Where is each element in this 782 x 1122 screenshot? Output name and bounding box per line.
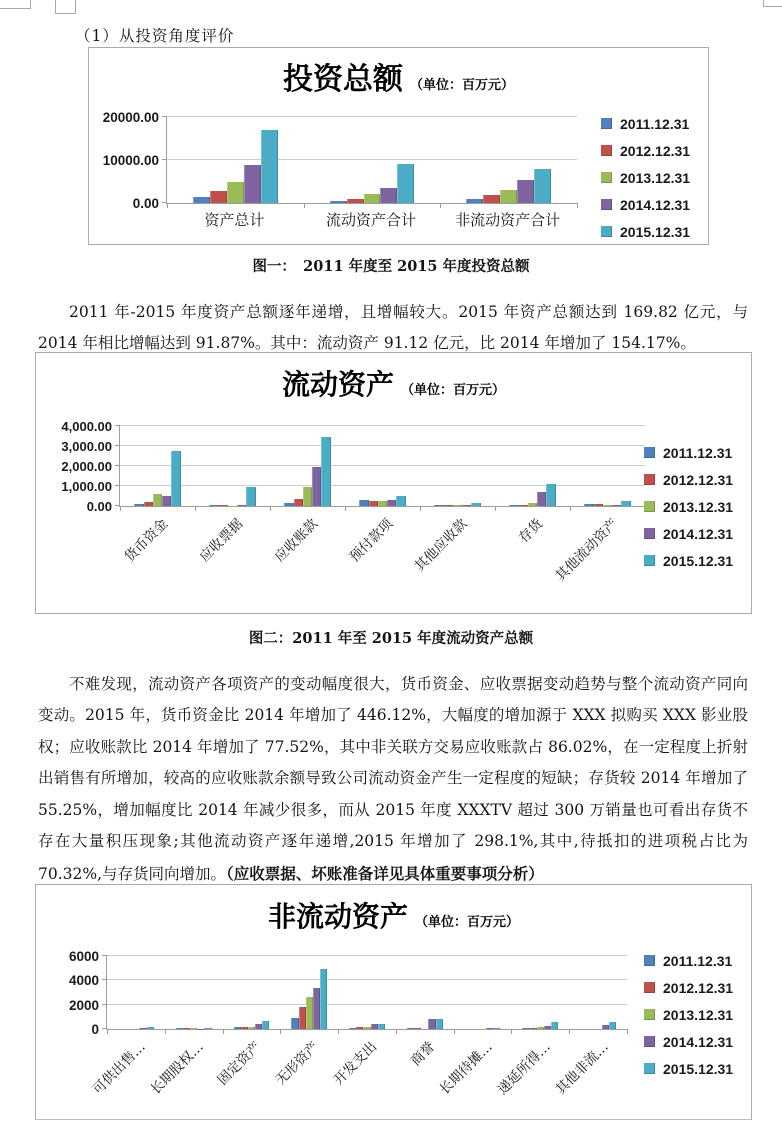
x-axis-labels bbox=[89, 1032, 626, 1117]
chart-unit-label: （单位：百万元） bbox=[401, 383, 506, 398]
plot-area bbox=[166, 117, 577, 204]
bar-2012.12.31 bbox=[210, 191, 227, 203]
y-axis-tick-label: 0 bbox=[91, 1022, 99, 1037]
bar-2013.12.31 bbox=[453, 505, 462, 506]
y-axis-tick-label: 0.00 bbox=[86, 499, 112, 514]
bar-2014.12.31 bbox=[162, 496, 171, 506]
legend-label: 2012.12.31 bbox=[663, 979, 734, 996]
chart-legend bbox=[601, 110, 690, 245]
bar-2014.12.31 bbox=[517, 180, 534, 203]
legend-swatch bbox=[644, 1009, 655, 1020]
x-axis-category-label: 非流动资产合计 bbox=[455, 211, 561, 229]
bar-2013.12.31 bbox=[248, 1027, 255, 1029]
bar-2011.12.31 bbox=[584, 504, 593, 506]
x-axis-category-label: 流动资产合计 bbox=[326, 211, 417, 229]
bar-group bbox=[270, 426, 345, 506]
bar-group bbox=[420, 426, 495, 506]
y-axis-tick-label: 1,000.00 bbox=[61, 479, 112, 494]
bar-2012.12.31 bbox=[347, 199, 364, 203]
x-axis-category-label: 固定资产 bbox=[215, 1038, 265, 1089]
bar-2013.12.31 bbox=[363, 1027, 370, 1029]
bar-2011.12.31 bbox=[522, 1028, 529, 1029]
bar-2014.12.31 bbox=[313, 988, 320, 1029]
bar-groups bbox=[167, 117, 577, 203]
bar-2011.12.31 bbox=[193, 197, 210, 203]
y-axis-tick-label: 2000 bbox=[68, 997, 99, 1013]
legend-item bbox=[644, 1001, 733, 1028]
chart-current-assets bbox=[35, 352, 752, 614]
x-axis-tick bbox=[304, 203, 305, 208]
bar-group bbox=[120, 426, 195, 506]
bar-2012.12.31 bbox=[219, 505, 228, 506]
page-corner-mark bbox=[0, 0, 31, 9]
legend-label: 2014.12.31 bbox=[620, 196, 691, 213]
x-axis-category-label: 应收票据 bbox=[196, 515, 246, 566]
legend-swatch bbox=[601, 226, 612, 237]
legend-item bbox=[644, 1055, 733, 1082]
chart-title bbox=[36, 363, 751, 403]
legend-item bbox=[644, 493, 733, 520]
plot-area bbox=[119, 426, 645, 507]
bar-2011.12.31 bbox=[407, 1028, 414, 1029]
legend-swatch bbox=[644, 528, 655, 539]
bar-group bbox=[107, 956, 165, 1029]
chart-title-text: 投资总额 bbox=[282, 62, 403, 97]
chart-legend bbox=[644, 947, 733, 1082]
legend-label: 2013.12.31 bbox=[663, 1006, 734, 1023]
bar-2013.12.31 bbox=[227, 182, 244, 204]
y-axis-tick-label: 4,000.00 bbox=[61, 419, 112, 434]
y-axis-tick-label: 2,000.00 bbox=[61, 459, 112, 474]
legend-label: 2015.12.31 bbox=[663, 552, 734, 569]
bar-groups bbox=[120, 426, 645, 506]
bar-2011.12.31 bbox=[291, 1018, 298, 1029]
bar-2011.12.31 bbox=[234, 1027, 241, 1029]
bar-2012.12.31 bbox=[294, 499, 303, 506]
chart-legend bbox=[644, 439, 733, 574]
legend-swatch bbox=[601, 199, 612, 210]
bar-2014.12.31 bbox=[387, 500, 396, 506]
bar-group bbox=[280, 956, 338, 1029]
legend-label: 2015.12.31 bbox=[620, 223, 691, 240]
bar-2014.12.31 bbox=[486, 1028, 493, 1029]
x-axis-category-label: 无形资产 bbox=[272, 1038, 323, 1089]
bar-2014.12.31 bbox=[602, 1025, 609, 1029]
bar-2013.12.31 bbox=[364, 194, 381, 203]
bar-2012.12.31 bbox=[530, 1028, 537, 1029]
legend-label: 2011.12.31 bbox=[663, 952, 733, 969]
bar-group bbox=[440, 117, 577, 203]
legend-item bbox=[601, 164, 690, 191]
y-axis-labels bbox=[89, 110, 159, 211]
bar-2014.12.31 bbox=[255, 1024, 262, 1029]
legend-label: 2015.12.31 bbox=[663, 1060, 734, 1077]
bar-2012.12.31 bbox=[444, 505, 453, 506]
legend-swatch bbox=[601, 118, 612, 129]
legend-label: 2011.12.31 bbox=[663, 444, 733, 461]
bar-2012.12.31 bbox=[299, 1007, 306, 1029]
bar-group bbox=[165, 956, 223, 1029]
x-axis-labels bbox=[119, 509, 644, 609]
legend-swatch bbox=[601, 145, 612, 156]
bar-2015.12.31 bbox=[551, 1022, 558, 1029]
x-axis-tick bbox=[440, 203, 441, 208]
bar-2011.12.31 bbox=[134, 504, 143, 506]
legend-swatch bbox=[644, 447, 655, 458]
legend-item bbox=[601, 218, 690, 245]
y-axis-tick-label: 3,000.00 bbox=[61, 439, 112, 454]
bar-2015.12.31 bbox=[436, 1019, 443, 1029]
y-axis-tick-label: 0.00 bbox=[132, 196, 159, 211]
bar-group bbox=[396, 956, 454, 1029]
bar-2015.12.31 bbox=[471, 503, 480, 506]
legend-item bbox=[644, 974, 733, 1001]
bar-2015.12.31 bbox=[320, 969, 327, 1029]
bar-2012.12.31 bbox=[594, 504, 603, 506]
bar-2011.12.31 bbox=[176, 1028, 183, 1029]
chart-title bbox=[36, 895, 751, 935]
bar-groups bbox=[107, 956, 627, 1029]
bar-2011.12.31 bbox=[349, 1028, 356, 1029]
bar-2015.12.31 bbox=[246, 487, 255, 506]
legend-item bbox=[601, 137, 690, 164]
bar-2015.12.31 bbox=[204, 1028, 211, 1029]
x-axis-tick bbox=[167, 203, 168, 208]
bar-2013.12.31 bbox=[306, 997, 313, 1029]
x-axis-category-label: 存货 bbox=[515, 515, 546, 547]
bar-2011.12.31 bbox=[434, 505, 443, 506]
legend-swatch bbox=[644, 1063, 655, 1074]
x-axis-labels bbox=[166, 209, 576, 233]
bar-2011.12.31 bbox=[284, 503, 293, 506]
bar-group bbox=[345, 426, 420, 506]
page-corner-mark bbox=[55, 0, 76, 14]
legend-swatch bbox=[644, 955, 655, 966]
bar-group bbox=[223, 956, 281, 1029]
legend-label: 2011.12.31 bbox=[620, 115, 690, 132]
legend-label: 2014.12.31 bbox=[663, 525, 734, 542]
x-axis-tick bbox=[627, 1029, 628, 1034]
bar-group bbox=[495, 426, 570, 506]
legend-item bbox=[644, 466, 733, 493]
legend-label: 2014.12.31 bbox=[663, 1033, 734, 1050]
bar-2012.12.31 bbox=[356, 1027, 363, 1029]
legend-label: 2013.12.31 bbox=[663, 498, 734, 515]
y-axis-tick-label: 4000 bbox=[68, 973, 99, 989]
x-axis-category-label: 商誉 bbox=[407, 1038, 438, 1070]
x-axis-category-label: 其他应收款 bbox=[411, 515, 471, 575]
legend-swatch bbox=[644, 501, 655, 512]
chart-noncurrent-assets bbox=[35, 884, 752, 1120]
y-axis-tick-label: 10000.00 bbox=[102, 153, 159, 168]
bar-2015.12.31 bbox=[534, 169, 551, 203]
bar-2014.12.31 bbox=[244, 165, 261, 203]
bar-2015.12.31 bbox=[262, 1021, 269, 1029]
bar-2013.12.31 bbox=[228, 506, 237, 507]
legend-label: 2012.12.31 bbox=[663, 471, 734, 488]
x-axis-category-label: 递延所得… bbox=[494, 1038, 554, 1098]
legend-item bbox=[601, 110, 690, 137]
bar-group bbox=[167, 117, 304, 203]
legend-item bbox=[644, 439, 733, 466]
bar-2014.12.31 bbox=[544, 1026, 551, 1029]
bar-group bbox=[570, 426, 645, 506]
y-axis-tick-label: 6000 bbox=[68, 949, 99, 964]
bar-2014.12.31 bbox=[612, 505, 621, 506]
bar-2014.12.31 bbox=[139, 1028, 146, 1029]
chart-title-text: 非流动资产 bbox=[267, 900, 408, 933]
legend-item bbox=[644, 547, 733, 574]
x-axis-category-label: 货币资金 bbox=[121, 515, 171, 566]
figure-caption-2: 图二：2011 年至 2015 年度流动资产总额 bbox=[248, 630, 534, 647]
legend-item bbox=[644, 947, 733, 974]
chart-unit-label: （单位：百万元） bbox=[415, 915, 520, 930]
bar-2012.12.31 bbox=[369, 501, 378, 506]
bar-2013.12.31 bbox=[537, 1027, 544, 1029]
chart-total-investment bbox=[88, 47, 709, 245]
bar-2015.12.31 bbox=[493, 1028, 500, 1029]
x-axis-category-label: 开发支出 bbox=[330, 1038, 381, 1089]
bar-2013.12.31 bbox=[190, 1028, 197, 1029]
bar-2011.12.31 bbox=[466, 199, 483, 203]
bar-2015.12.31 bbox=[609, 1022, 616, 1029]
bar-2012.12.31 bbox=[483, 195, 500, 203]
bar-group bbox=[338, 956, 396, 1029]
x-axis-category-label: 资产总计 bbox=[204, 211, 265, 229]
bar-group bbox=[569, 956, 627, 1029]
bar-2011.12.31 bbox=[330, 201, 347, 203]
bar-2014.12.31 bbox=[462, 505, 471, 506]
bar-2014.12.31 bbox=[380, 188, 397, 203]
bar-group bbox=[195, 426, 270, 506]
bar-2013.12.31 bbox=[378, 501, 387, 506]
legend-swatch bbox=[644, 555, 655, 566]
x-axis-category-label: 预付款项 bbox=[346, 515, 396, 566]
plot-area bbox=[106, 956, 627, 1030]
x-axis-category-label: 其他流动资产 bbox=[552, 515, 621, 585]
bar-2013.12.31 bbox=[500, 190, 517, 203]
y-axis-labels bbox=[36, 419, 112, 514]
legend-swatch bbox=[601, 172, 612, 183]
bar-2015.12.31 bbox=[321, 437, 330, 506]
figure-caption-1: 图一： 2011 年度至 2015 年度投资总额 bbox=[252, 258, 530, 275]
bar-2015.12.31 bbox=[171, 451, 180, 506]
paragraph-2-main-text: 不难发现，流动资产各项资产的变动幅度很大，货币资金、应收票据变动趋势与整个流动资产同向变动。2015 年，货币资金比 2014 年增加了 446.12%，大幅度的增加源于 XXX 拟购买 XXX 影业股权；应收账款比 2014 年增加了 77.52%，其中非关联方交易应收账款占 86.02%，在一定程度上折射出销售有所增加，较高的应收账款余额导致公司流动资金产生一定程度的短缺；存货较 2014 年增加了 55.25%，增加幅度比 2014 年减少很多，而从 2015 年度 XXXTV 超过 300 万销量也可看出存货不存在大量积压现象;其他流动资产逐年递增,2015 年增加了 298.1%,其中,待抵扣的进项税占比为 70.32%,与存货同向增加。 bbox=[38, 674, 748, 883]
legend-item bbox=[644, 1028, 733, 1055]
bar-2013.12.31 bbox=[153, 494, 162, 506]
page-corner-mark bbox=[763, 0, 782, 7]
y-axis-tick-label: 20000.00 bbox=[102, 110, 159, 125]
x-axis-category-label: 长期股权… bbox=[147, 1038, 207, 1098]
bar-2013.12.31 bbox=[303, 487, 312, 506]
chart-title-text: 流动资产 bbox=[281, 368, 394, 401]
legend-label: 2012.12.31 bbox=[620, 142, 691, 159]
y-axis-labels bbox=[36, 949, 99, 1037]
bar-2012.12.31 bbox=[414, 1028, 421, 1029]
legend-swatch bbox=[644, 1036, 655, 1047]
legend-swatch bbox=[644, 474, 655, 485]
body-paragraph-2 bbox=[38, 669, 748, 891]
bar-2015.12.31 bbox=[396, 496, 405, 506]
bar-2011.12.31 bbox=[509, 505, 518, 506]
chart-title bbox=[89, 54, 708, 98]
bar-2015.12.31 bbox=[147, 1027, 154, 1029]
bar-2011.12.31 bbox=[209, 505, 218, 506]
legend-item bbox=[644, 520, 733, 547]
bar-2012.12.31 bbox=[241, 1027, 248, 1029]
x-axis-category-label: 其他非流… bbox=[552, 1038, 612, 1098]
bar-2011.12.31 bbox=[359, 500, 368, 506]
bar-2013.12.31 bbox=[528, 503, 537, 507]
body-paragraph-1: 2011 年-2015 年度资产总额逐年递增，且增幅较大。2015 年资产总额达到 169.82 亿元，与 2014 年相比增幅达到 91.87%。其中：流动资产 91.12 亿元，比 2014 年增加了 154.17%。 bbox=[38, 302, 748, 352]
chart-unit-label: （单位：百万元） bbox=[409, 78, 514, 93]
bar-2012.12.31 bbox=[144, 502, 153, 506]
bar-2015.12.31 bbox=[546, 484, 555, 506]
bar-group bbox=[511, 956, 569, 1029]
x-axis-category-label: 长期待摊… bbox=[436, 1038, 496, 1098]
x-axis-tick bbox=[577, 203, 578, 208]
bar-group bbox=[304, 117, 441, 203]
bar-2012.12.31 bbox=[519, 505, 528, 506]
bar-2014.12.31 bbox=[312, 467, 321, 506]
bar-2015.12.31 bbox=[621, 501, 630, 506]
legend-item bbox=[601, 191, 690, 218]
x-axis-category-label: 可供出售… bbox=[89, 1038, 150, 1098]
section-heading: （1）从投资角度评价 bbox=[75, 27, 235, 45]
legend-swatch bbox=[644, 982, 655, 993]
paragraph-2-bold-note: （应收票据、坏账准备详见具体重要事项分析） bbox=[226, 863, 544, 883]
bar-2014.12.31 bbox=[428, 1019, 435, 1029]
bar-2014.12.31 bbox=[371, 1024, 378, 1029]
x-axis-category-label: 应收账款 bbox=[271, 515, 321, 566]
bar-2014.12.31 bbox=[237, 505, 246, 506]
bar-2012.12.31 bbox=[183, 1028, 190, 1029]
bar-2015.12.31 bbox=[261, 130, 278, 203]
bar-2015.12.31 bbox=[397, 164, 414, 203]
bar-group bbox=[454, 956, 512, 1029]
bar-2013.12.31 bbox=[603, 505, 612, 506]
bar-2015.12.31 bbox=[378, 1024, 385, 1029]
bar-2014.12.31 bbox=[537, 492, 546, 506]
legend-label: 2013.12.31 bbox=[620, 169, 691, 186]
